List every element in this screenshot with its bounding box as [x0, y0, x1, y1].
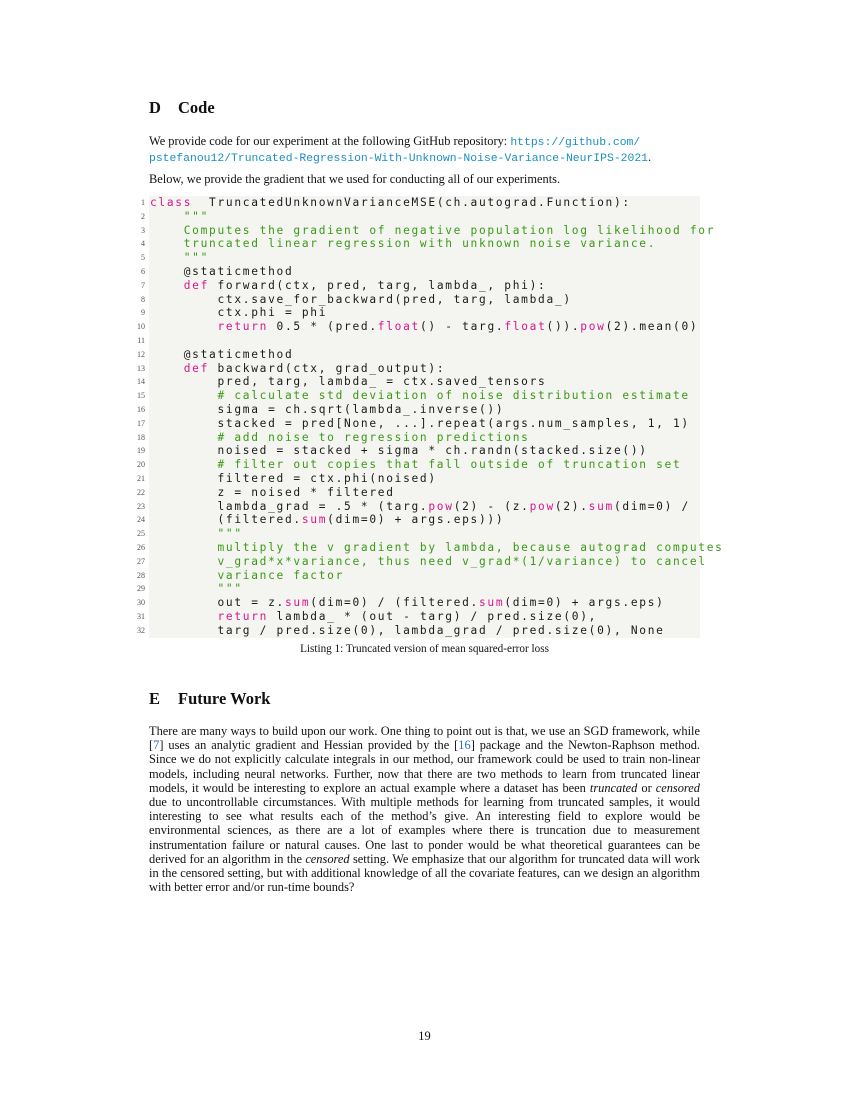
code-line: [137, 485, 395, 500]
code-text: (filtered.: [150, 513, 302, 527]
code-keyword: return: [217, 610, 269, 623]
line-number: 6: [141, 267, 145, 276]
code-line: [137, 403, 505, 417]
code-comment: # calculate std deviation of noise distribution estimate: [150, 389, 690, 403]
section-d-title: Code: [178, 98, 215, 117]
code-line: [141, 265, 294, 279]
line-number: 18: [137, 432, 145, 442]
code-text: ()).: [546, 320, 581, 334]
line-number: 29: [137, 584, 145, 594]
line-number: 30: [137, 598, 145, 608]
emphasis-censored-2: censored: [305, 851, 350, 866]
section-e-number: E: [149, 689, 161, 708]
code-text: filtered = ctx.phi(noised): [150, 472, 437, 485]
code-comment: """: [150, 582, 243, 596]
code-text: (dim=0) + args.eps))): [327, 513, 505, 527]
code-keyword: def: [183, 278, 210, 292]
code-line: [137, 623, 665, 638]
code-text: [150, 610, 217, 623]
code-line: [141, 278, 547, 293]
code-line: [137, 472, 437, 486]
code-line: [137, 347, 294, 362]
intro-end: .: [648, 150, 652, 165]
code-keyword: pow: [428, 499, 454, 513]
code-text: forward(ctx, pred, targ, lambda_, phi):: [209, 278, 547, 292]
line-number: 23: [137, 501, 145, 511]
line-number: 25: [137, 529, 145, 539]
code-text: targ / pred.size(0), lambda_grad / pred.size(0), None: [150, 623, 665, 637]
line-number: 10: [137, 322, 145, 332]
code-line: [137, 444, 648, 458]
section-d-heading: [149, 98, 215, 118]
code-text: (2).: [554, 499, 589, 513]
code-comment: truncated linear regression with unknown noise variance.: [150, 237, 657, 251]
code-text: (2).mean(0): [605, 320, 699, 334]
code-comment: """: [150, 527, 243, 541]
code-text: pred, targ, lambda_ = ctx.saved_tensors: [150, 375, 547, 389]
code-text: 0.5 * (pred.: [268, 320, 378, 334]
line-number: 2: [141, 211, 145, 221]
citation-7[interactable]: 7: [153, 738, 160, 753]
code-text: TruncatedUnknownVarianceMSE(ch.autograd.Function):: [192, 196, 631, 209]
code-text: (dim=0) /: [613, 499, 690, 513]
code-line: [141, 251, 210, 265]
line-number: 11: [137, 336, 145, 345]
line-number: 27: [137, 556, 145, 566]
section-d-number: D: [149, 98, 161, 117]
line-number: 3: [141, 225, 145, 235]
line-number: 22: [137, 487, 145, 497]
line-number: 24: [137, 515, 145, 525]
code-keyword: sum: [284, 596, 311, 610]
code-keyword: float: [377, 320, 420, 334]
code-line: [141, 223, 716, 238]
code-comment: """: [150, 251, 210, 265]
code-comment: # filter out copies that fall outside of truncation set: [150, 458, 682, 472]
line-number: 28: [137, 570, 145, 580]
code-keyword: pow: [580, 320, 606, 334]
code-text: sigma = ch.sqrt(lambda_.inverse()): [150, 403, 505, 416]
code-text: [150, 279, 184, 292]
code-line: [141, 196, 631, 210]
future-text-2: ] uses an analytic gradient and Hessian provided by the [: [159, 738, 459, 753]
code-line: [141, 292, 572, 307]
intro-paragraph: [149, 134, 700, 166]
code-comment: """: [150, 209, 210, 223]
code-keyword: return: [217, 320, 269, 334]
citation-16[interactable]: 16: [458, 738, 471, 753]
code-line: [137, 361, 446, 376]
code-text: noised = stacked + sigma * ch.randn(stacked.size()): [150, 444, 648, 458]
line-number: 17: [137, 418, 145, 428]
github-link-part1: https://github.com/: [510, 137, 641, 149]
code-keyword: class: [150, 196, 193, 209]
code-text: lambda_ * (out - targ) / pred.size(0),: [268, 610, 598, 623]
code-text: (2) - (z.: [453, 499, 530, 513]
emphasis-censored: censored: [655, 780, 700, 795]
code-text: @staticmethod: [150, 347, 294, 361]
line-number: 14: [137, 377, 145, 387]
line-number: 13: [137, 363, 145, 373]
line-number: 1: [141, 198, 145, 207]
code-comment: Computes the gradient of negative population log likelihood for: [150, 223, 716, 237]
code-keyword: float: [504, 320, 547, 334]
code-line: [141, 306, 328, 320]
code-comment: # add noise to regression predictions: [150, 430, 530, 444]
future-text-1: There are many ways to build upon our work. One thing to point out is that, we use an SGD framework, while [: [149, 724, 700, 753]
code-line: [137, 320, 699, 334]
code-keyword: sum: [301, 513, 328, 527]
code-text: @staticmethod: [150, 265, 294, 278]
line-number: 5: [141, 253, 145, 263]
code-text: (dim=0) / (filtered.: [310, 596, 479, 610]
code-text: () - targ.: [419, 320, 505, 334]
code-text: ctx.save_for_backward(pred, targ, lambda_): [150, 292, 572, 306]
code-line: [141, 237, 657, 251]
code-line: [141, 209, 210, 224]
line-number: 12: [137, 349, 145, 359]
line-number: 20: [137, 460, 145, 470]
line-number: 4: [141, 239, 145, 249]
line-number: 9: [141, 308, 145, 318]
code-comment: multiply the v gradient by lambda, because autograd computes: [150, 541, 724, 554]
page-number: 19: [418, 1029, 431, 1043]
line-number: 21: [137, 474, 145, 483]
line-number: 19: [137, 446, 145, 456]
section-e-heading: [149, 689, 270, 709]
code-text: backward(ctx, grad_output):: [209, 361, 446, 375]
github-link-part2: pstefanou12/Truncated-Regression-With-Unknown-Noise-Variance-NeurIPS-2021: [149, 153, 648, 166]
code-text: stacked = pred[None, ...].repeat(args.num_samples, 1, 1): [150, 416, 690, 430]
code-keyword: sum: [588, 499, 614, 513]
listing-caption: Listing 1: Truncated version of mean squared-error loss: [300, 643, 549, 655]
code-line: [137, 375, 547, 389]
emphasis-truncated: truncated: [589, 780, 638, 795]
future-text-4: or: [637, 780, 656, 795]
code-listing: [137, 196, 724, 638]
future-text-5: due to uncontrollable circumstances. With multiple methods for learning from truncated samples, it would interesting to see what results each of the method’s give. An interesting field to explore would be environmental sciences, as there are a lot of examples where there is truncation due to measurement instrumentation failure or natural causes. One last to ponder would be what theoretical guarantees can be derived for an algorithm in the: [149, 795, 700, 866]
code-text: out = z.: [150, 596, 285, 610]
section-e-title: Future Work: [178, 689, 271, 708]
code-line: [137, 458, 682, 472]
code-text: [150, 320, 217, 333]
code-text: z = noised * filtered: [150, 485, 395, 499]
intro-text: We provide code for our experiment at the following GitHub repository:: [149, 134, 511, 148]
line-number: 31: [137, 612, 145, 621]
code-comment: variance factor: [150, 568, 345, 582]
code-line: [137, 554, 707, 569]
below-paragraph: Below, we provide the gradient that we used for conducting all of our experiments.: [149, 172, 561, 186]
code-line: [137, 568, 345, 583]
code-line: [137, 610, 598, 624]
code-line: [137, 541, 724, 555]
line-number: 16: [137, 405, 145, 414]
code-line: [137, 389, 690, 403]
line-number: 15: [137, 391, 145, 401]
line-number: 7: [141, 280, 145, 290]
code-line: [137, 416, 690, 431]
line-number: 32: [137, 625, 145, 635]
line-number: 8: [141, 294, 145, 304]
code-text: (dim=0) + args.eps): [504, 596, 665, 610]
code-line: [137, 596, 665, 610]
code-keyword: pow: [529, 499, 555, 513]
code-keyword: sum: [479, 596, 505, 610]
code-line: [137, 430, 530, 445]
code-text: [150, 362, 184, 375]
code-comment: v_grad*x*variance, thus need v_grad*(1/variance) to cancel: [150, 554, 707, 568]
code-text: ctx.phi = phi: [150, 306, 328, 320]
code-line: [137, 499, 690, 514]
future-text-3: ] package and the Newton-Raphson method. Since we do not explicitly calculate integrals in our method, our framework could be used to train non-linear models, including neural networks. Further, now that there are two methods to learn from truncated linear models, it would be interesting to explore an actual example where a dataset has been: [149, 738, 700, 795]
future-text-6: setting. We emphasize that our algorithm for truncated data will work in the censored setting, but with additional knowledge of all the covariate features, can we design an algorithm with better error and/or run-time bounds?: [149, 851, 700, 895]
code-line: [137, 513, 505, 527]
line-number: 26: [137, 543, 145, 552]
code-text: lambda_grad = .5 * (targ.: [150, 499, 429, 513]
code-keyword: def: [183, 361, 210, 375]
code-line: [137, 582, 243, 596]
code-line: [137, 527, 243, 541]
future-work-paragraph: [149, 724, 700, 894]
